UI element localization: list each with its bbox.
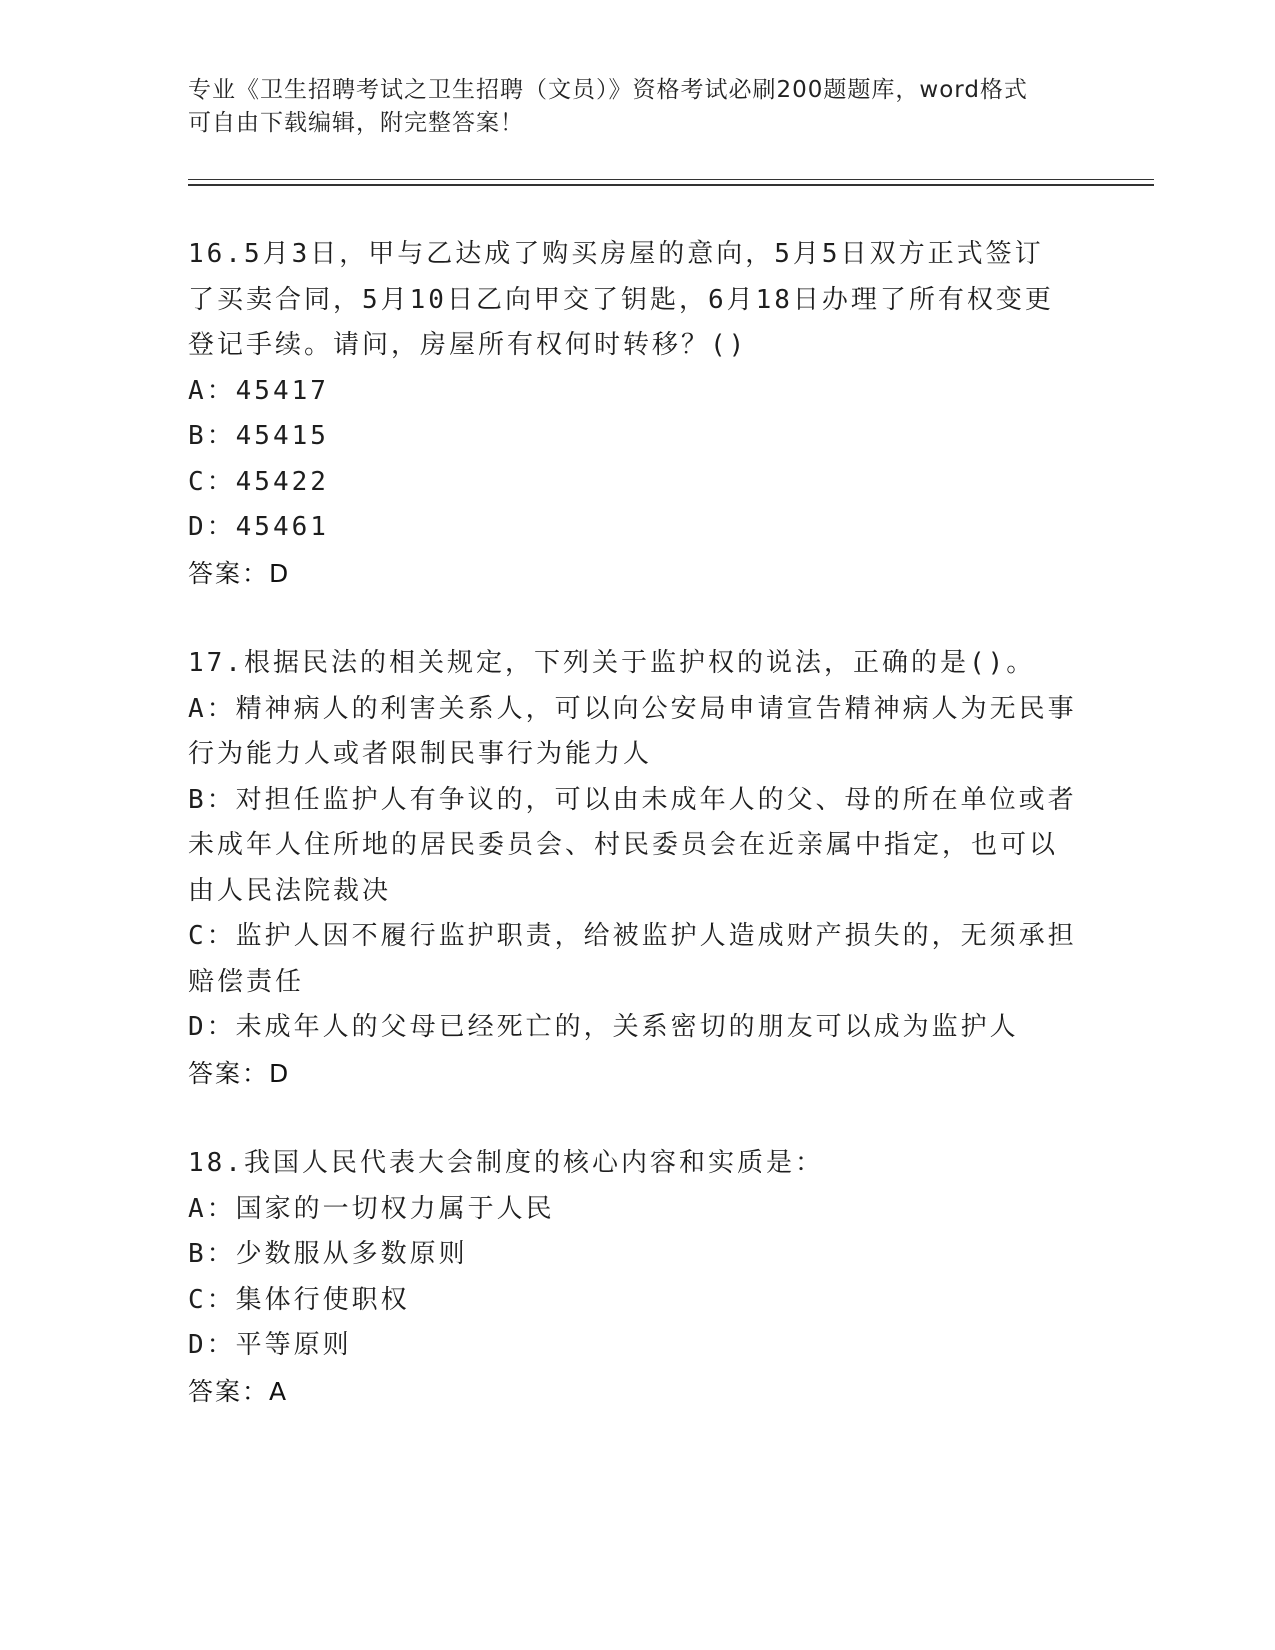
question-stem-line: 16.5月3日，甲与乙达成了购买房屋的意向，5月5日双方正式签订: [188, 239, 1044, 269]
option-c-line: 赔偿责任: [188, 966, 305, 997]
option-d: D：平等原则: [188, 1330, 352, 1360]
question-list: [188, 232, 1088, 1459]
option-b: B：少数服从多数原则: [188, 1239, 468, 1269]
document-header: [188, 74, 1068, 140]
question-17: [188, 641, 1088, 1096]
option-b: B：45415: [188, 421, 329, 451]
answer-label: 答案：D: [188, 1058, 291, 1088]
header-line-2: 可自由下载编辑，附完整答案！: [188, 110, 524, 136]
question-stem-line: 登记手续。请问，房屋所有权何时转移？(): [188, 330, 748, 360]
header-divider-thin: [188, 179, 1154, 180]
option-a-line: 行为能力人或者限制民事行为能力人: [188, 739, 653, 769]
option-a: A：国家的一切权力属于人民: [188, 1193, 555, 1224]
option-a: [188, 687, 1088, 778]
option-b-line: 由人民法院裁决: [188, 875, 392, 906]
option-a: A：45417: [188, 375, 329, 406]
header-divider-thick: [188, 184, 1154, 186]
option-b-line: B：对担任监护人有争议的，可以由未成年人的父、母的所在单位或者: [188, 784, 1077, 815]
option-c: [188, 914, 1088, 1005]
question-stem-line: 18.我国人民代表大会制度的核心内容和实质是：: [188, 1148, 824, 1178]
option-c-line: C：监护人因不履行监护职责，给被监护人造成财产损失的，无须承担: [188, 921, 1077, 951]
question-16: [188, 232, 1088, 596]
answer-label: 答案：D: [188, 558, 291, 588]
option-d-line: D：未成年人的父母已经死亡的，关系密切的朋友可以成为监护人: [188, 1012, 1019, 1042]
option-c: C：45422: [188, 466, 329, 497]
answer-label: 答案：A: [188, 1376, 289, 1406]
question-stem-line: 了买卖合同，5月10日乙向甲交了钥匙，6月18日办理了所有权变更: [188, 284, 1054, 315]
option-b: [188, 778, 1088, 915]
option-d: D：45461: [188, 512, 329, 542]
option-a-line: A：精神病人的利害关系人，可以向公安局申请宣告精神病人为无民事: [188, 693, 1077, 724]
header-line-1: 专业《卫生招聘考试之卫生招聘（文员）》资格考试必刷200题题库，word格式: [188, 77, 1028, 103]
option-c: C：集体行使职权: [188, 1284, 410, 1315]
question-stem-line: 17.根据民法的相关规定，下列关于监护权的说法，正确的是()。: [188, 648, 1036, 678]
option-b-line: 未成年人住所地的居民委员会、村民委员会在近亲属中指定，也可以: [188, 830, 1059, 860]
option-d: [188, 1005, 1088, 1051]
question-18: [188, 1141, 1088, 1414]
